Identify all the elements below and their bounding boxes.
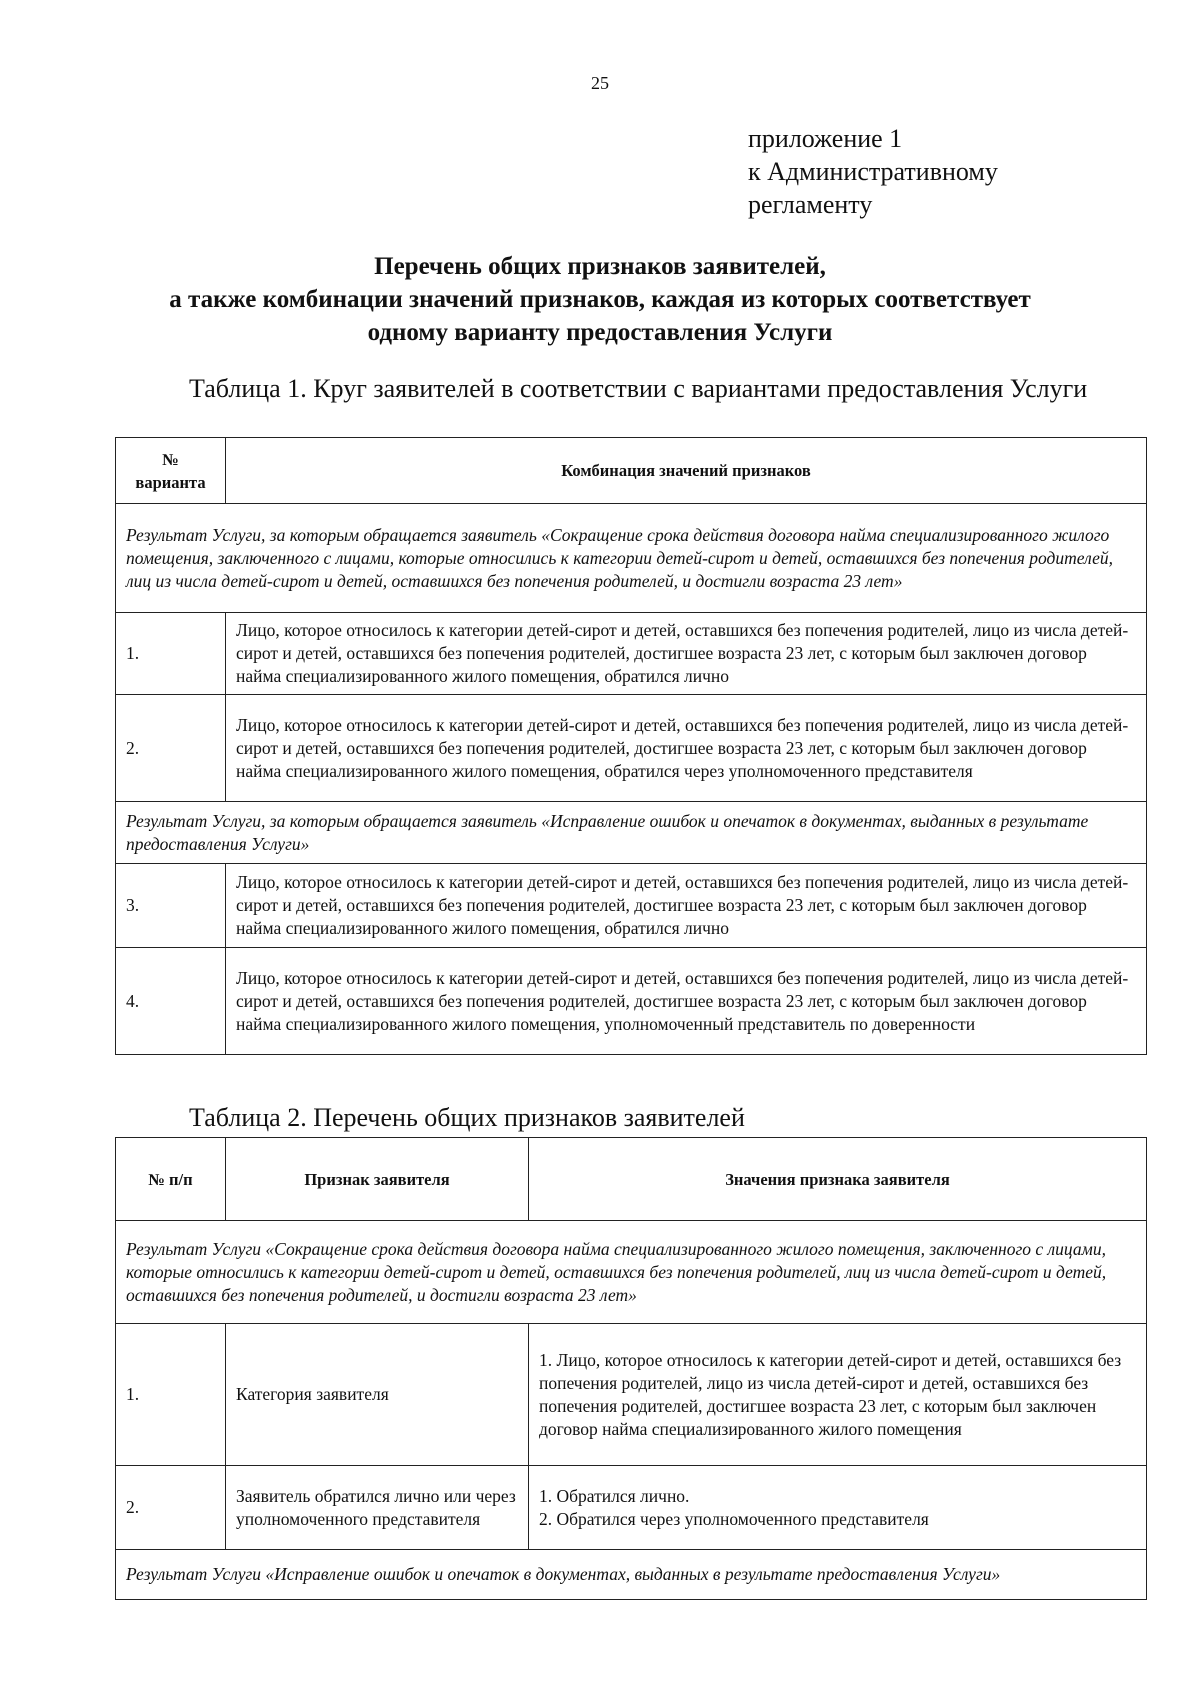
variant-combination: Лицо, которое относилось к категории детей-сирот и детей, оставшихся без попечения родителей, лицо из числа детей-сирот и детей, оставшихся без попечения родителей, достигшее возраста 23 лет, с которым был заключен договор найма специализированного жилого помещения, обратился через уполномоченного представителя xyxy=(226,695,1147,802)
variant-number: 1. xyxy=(116,613,226,695)
appendix-line: к Административному xyxy=(748,157,998,186)
table-row xyxy=(116,1324,1147,1466)
applicant-variants-table xyxy=(115,437,1147,1055)
feature-values xyxy=(529,1466,1147,1550)
appendix-line: приложение 1 xyxy=(748,124,903,153)
result-description: Результат Услуги, за которым обращается заявитель «Исправление ошибок и опечаток в документах, выданных в результате предоставления Услуги» xyxy=(116,802,1147,864)
row-number: 2. xyxy=(116,1466,226,1550)
column-header-combination: Комбинация значений признаков xyxy=(226,438,1147,504)
result-section-row xyxy=(116,802,1147,864)
column-header-number: № п/п xyxy=(116,1138,226,1221)
variant-number: 4. xyxy=(116,948,226,1055)
feature-value: 1. Обратился лично. xyxy=(539,1485,690,1506)
applicant-feature: Категория заявителя xyxy=(226,1324,529,1466)
result-section-row xyxy=(116,504,1147,613)
result-description: Результат Услуги «Исправление ошибок и опечаток в документах, выданных в результате предоставления Услуги» xyxy=(116,1550,1147,1600)
result-description: Результат Услуги, за которым обращается заявитель «Сокращение срока действия договора найма специализированного жилого помещения, заключенного с лицами, которые относились к категории детей-сирот и детей, оставшихся без попечения родителей, лиц из числа детей-сирот и детей, оставшихся без попечения родителей, и достигли возраста 23 лет» xyxy=(116,504,1147,613)
column-header-variant-number: № варианта xyxy=(116,438,226,504)
table2-caption: Таблица 2. Перечень общих признаков заявителей xyxy=(189,1103,745,1132)
table-row xyxy=(116,613,1147,695)
column-header-feature: Признак заявителя xyxy=(226,1138,529,1221)
variant-combination: Лицо, которое относилось к категории детей-сирот и детей, оставшихся без попечения родителей, лицо из числа детей-сирот и детей, оставшихся без попечения родителей, достигшее возраста 23 лет, с которым был заключен договор найма специализированного жилого помещения, уполномоченный представитель по доверенности xyxy=(226,948,1147,1055)
table-row xyxy=(116,864,1147,948)
result-section-row xyxy=(116,1221,1147,1324)
table-header-row xyxy=(116,1138,1147,1221)
table-row xyxy=(116,948,1147,1055)
applicant-features-table xyxy=(115,1137,1147,1600)
variant-combination: Лицо, которое относилось к категории детей-сирот и детей, оставшихся без попечения родителей, лицо из числа детей-сирот и детей, оставшихся без попечения родителей, достигшее возраста 23 лет, с которым был заключен договор найма специализированного жилого помещения, обратился лично xyxy=(226,613,1147,695)
table-header-row xyxy=(116,438,1147,504)
title-line: а также комбинации значений признаков, каждая из которых соответствует xyxy=(169,286,1031,313)
appendix-line: регламенту xyxy=(748,190,873,219)
feature-values xyxy=(529,1324,1147,1466)
feature-value: 1. Лицо, которое относилось к категории детей-сирот и детей, оставшихся без попечения родителей, лицо из числа детей-сирот и детей, оставшихся без попечения родителей, достигшее возраста 23 лет, с которым был заключен договор найма специализированного жилого помещения xyxy=(539,1349,1122,1439)
document-title xyxy=(100,250,1100,349)
table-row xyxy=(116,1466,1147,1550)
title-line: одному варианту предоставления Услуги xyxy=(367,319,833,346)
result-section-row xyxy=(116,1550,1147,1600)
variant-combination: Лицо, которое относилось к категории детей-сирот и детей, оставшихся без попечения родителей, лицо из числа детей-сирот и детей, оставшихся без попечения родителей, достигшее возраста 23 лет, с которым был заключен договор найма специализированного жилого помещения, обратился лично xyxy=(226,864,1147,948)
variant-number: 3. xyxy=(116,864,226,948)
column-header-feature-values: Значения признака заявителя xyxy=(529,1138,1147,1221)
result-description: Результат Услуги «Сокращение срока действия договора найма специализированного жилого помещения, заключенного с лицами, которые относились к категории детей-сирот и детей, оставшихся без попечения родителей, лиц из числа детей-сирот и детей, оставшихся без попечения родителей, и достигли возраста 23 лет» xyxy=(116,1221,1147,1324)
applicant-feature: Заявитель обратился лично или через уполномоченного представителя xyxy=(226,1466,529,1550)
row-number: 1. xyxy=(116,1324,226,1466)
variant-number: 2. xyxy=(116,695,226,802)
feature-value: 2. Обратился через уполномоченного представителя xyxy=(539,1508,929,1529)
table1-caption: Таблица 1. Круг заявителей в соответствии с вариантами предоставления Услуги xyxy=(189,374,1088,403)
table-row xyxy=(116,695,1147,802)
page-number: 25 xyxy=(591,73,609,93)
appendix-note xyxy=(748,122,998,221)
title-line: Перечень общих признаков заявителей, xyxy=(374,253,826,280)
